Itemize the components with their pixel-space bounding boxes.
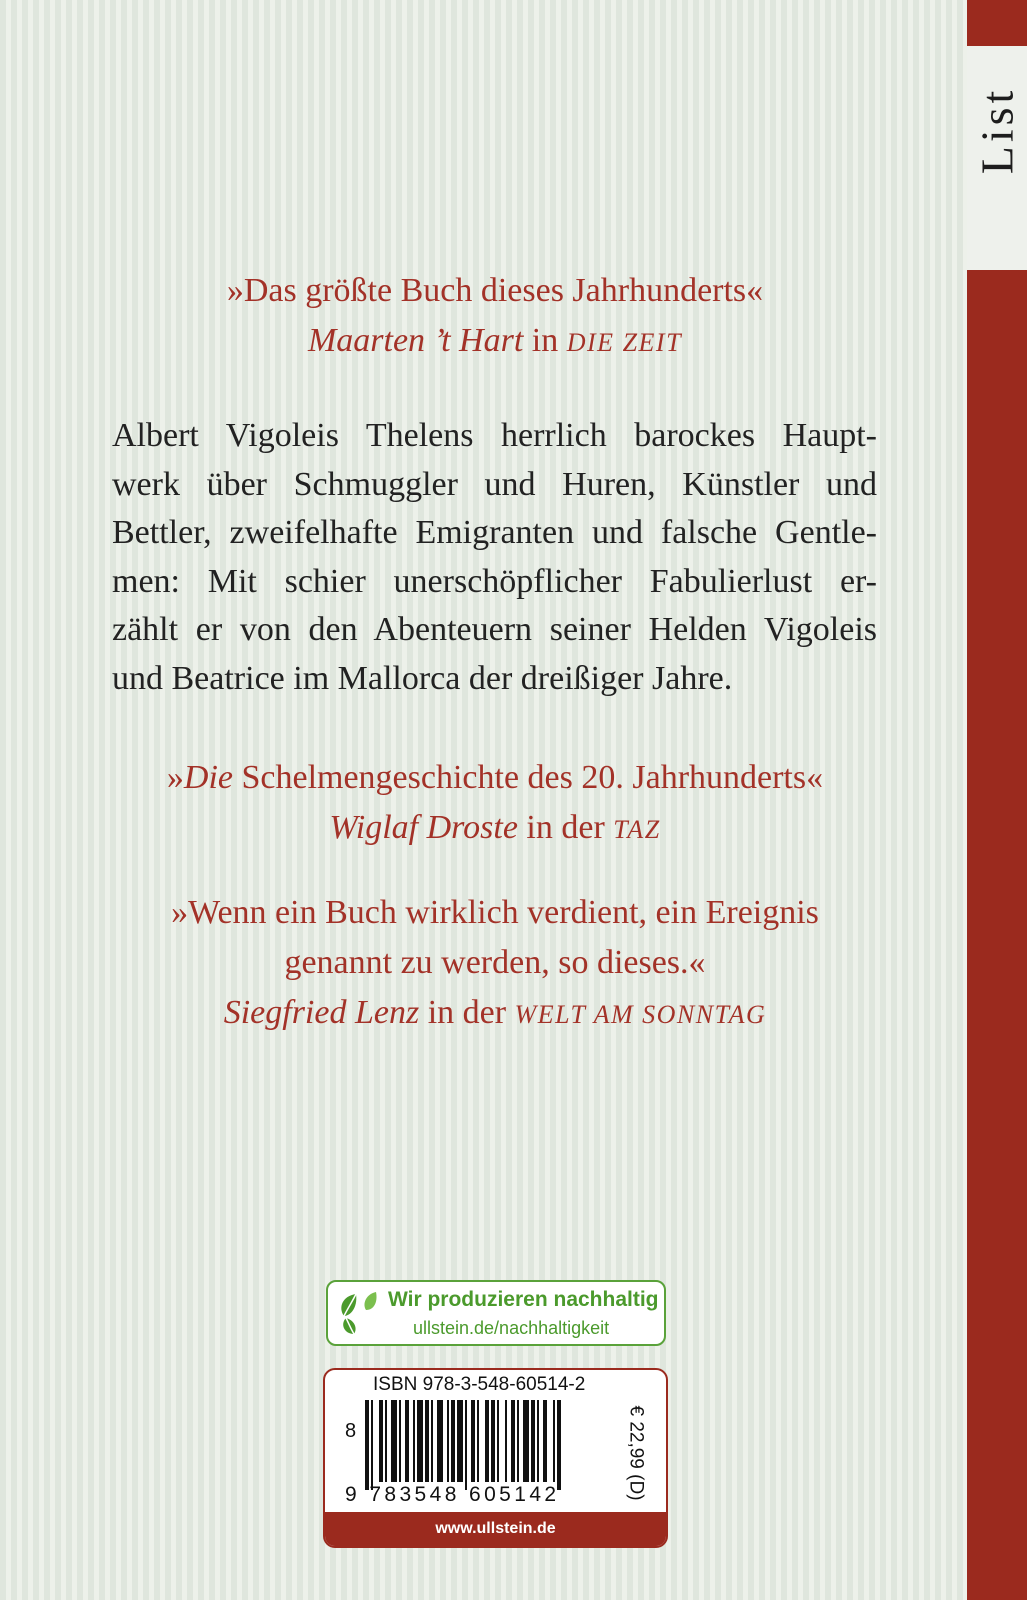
barcode-bar [391, 1400, 397, 1482]
description-line: und Beatrice im Mallorca der dreißiger Jahre. [112, 659, 733, 697]
quote-source: TAZ [613, 815, 661, 844]
barcode-bar [465, 1400, 467, 1490]
barcode-bar [385, 1400, 387, 1482]
quote-emphasis: Die [183, 759, 233, 796]
publisher-spine-label [967, 70, 1027, 190]
quote-rest: Schelmengeschichte des 20. Jahrhunderts« [232, 759, 824, 796]
review-quote-taz [110, 753, 880, 855]
barcode-bar [437, 1400, 443, 1482]
quote-connector: in der [427, 994, 507, 1031]
barcode-bar [543, 1400, 547, 1482]
description-line: zählt er von den Abenteuern seiner Helden Vigoleis [112, 611, 877, 648]
quote-attribution [110, 803, 880, 855]
description-line: werk über Schmuggler und Huren, Künstler und [112, 465, 877, 503]
barcode-bar [417, 1400, 423, 1482]
leaf-icon [336, 1288, 382, 1338]
description-line: Albert Vigoleis Thelens herrlich barockes Haupt- [112, 417, 877, 454]
quote-attribution [110, 316, 880, 368]
quote-connector: in der [526, 809, 605, 846]
barcode-bar [457, 1400, 463, 1482]
review-quote-zeit [110, 266, 880, 368]
barcode-bar [413, 1400, 415, 1482]
quote-author: Maarten ’t Hart [307, 322, 524, 359]
barcode-bar [505, 1400, 507, 1482]
barcode-lead-digit: 8 [345, 1420, 357, 1442]
sustainability-title: Wir produzieren nachhaltig [388, 1288, 659, 1311]
barcode-bar [451, 1400, 455, 1482]
review-quote-welt [110, 888, 880, 1040]
quote-connector: in [531, 322, 559, 359]
barcode-bar [553, 1400, 555, 1482]
book-spine [967, 0, 1027, 1600]
barcode-bar [447, 1400, 449, 1482]
barcode-bar [497, 1400, 499, 1482]
barcode-bar [537, 1400, 539, 1482]
barcode-bar [371, 1400, 373, 1490]
barcode-bar [379, 1400, 383, 1482]
spine-red-top [967, 0, 1027, 46]
publisher-website: www.ullstein.de [325, 1512, 666, 1546]
quote-source: DIE ZEIT [566, 328, 683, 357]
quote-author: Siegfried Lenz [223, 994, 420, 1031]
quote-text: »Das größte Buch dieses Jahrhunderts« [226, 272, 764, 309]
barcode-bar [491, 1400, 495, 1482]
publisher-name: List [971, 86, 1023, 174]
barcode-digits: 9 783548 605142 [345, 1483, 560, 1506]
barcode-bar [471, 1400, 475, 1482]
price-label: € 22,99 (D) [626, 1405, 648, 1501]
barcode [365, 1400, 605, 1490]
spine-red-bottom [967, 270, 1027, 1600]
barcode-panel [323, 1368, 668, 1548]
isbn-number: ISBN 978-3-548-60514-2 [373, 1374, 586, 1395]
barcode-bar [523, 1400, 529, 1482]
barcode-bar [399, 1400, 401, 1482]
barcode-bar [531, 1400, 535, 1482]
barcode-bar [477, 1400, 479, 1482]
barcode-bar [511, 1400, 515, 1482]
quote-text [110, 753, 880, 803]
description-line: Bettler, zweifelhafte Emigranten und falsche Gentle- [112, 514, 877, 551]
barcode-bar [365, 1400, 369, 1490]
quote-open-mark: » [166, 759, 184, 796]
book-description [112, 412, 877, 703]
barcode-bar [431, 1400, 433, 1482]
barcode-bar [425, 1400, 429, 1482]
barcode-bar [557, 1400, 561, 1490]
description-line: men: Mit schier unerschöpflicher Fabulierlust er- [112, 562, 877, 600]
quote-attribution [110, 988, 880, 1040]
sustainability-badge [326, 1280, 666, 1346]
quote-text-line: »Wenn ein Buch wirklich verdient, ein Ereignis [171, 894, 819, 931]
quote-author: Wiglaf Droste [329, 809, 518, 846]
quote-source: WELT AM SONNTAG [514, 1000, 767, 1029]
barcode-bar [405, 1400, 409, 1482]
barcode-bar [517, 1400, 519, 1482]
sustainability-url: ullstein.de/nachhaltigkeit [413, 1318, 610, 1338]
price-container [617, 1394, 655, 1512]
barcode-bar [485, 1400, 489, 1482]
quote-text-line: genannt zu werden, so dieses.« [284, 944, 706, 981]
